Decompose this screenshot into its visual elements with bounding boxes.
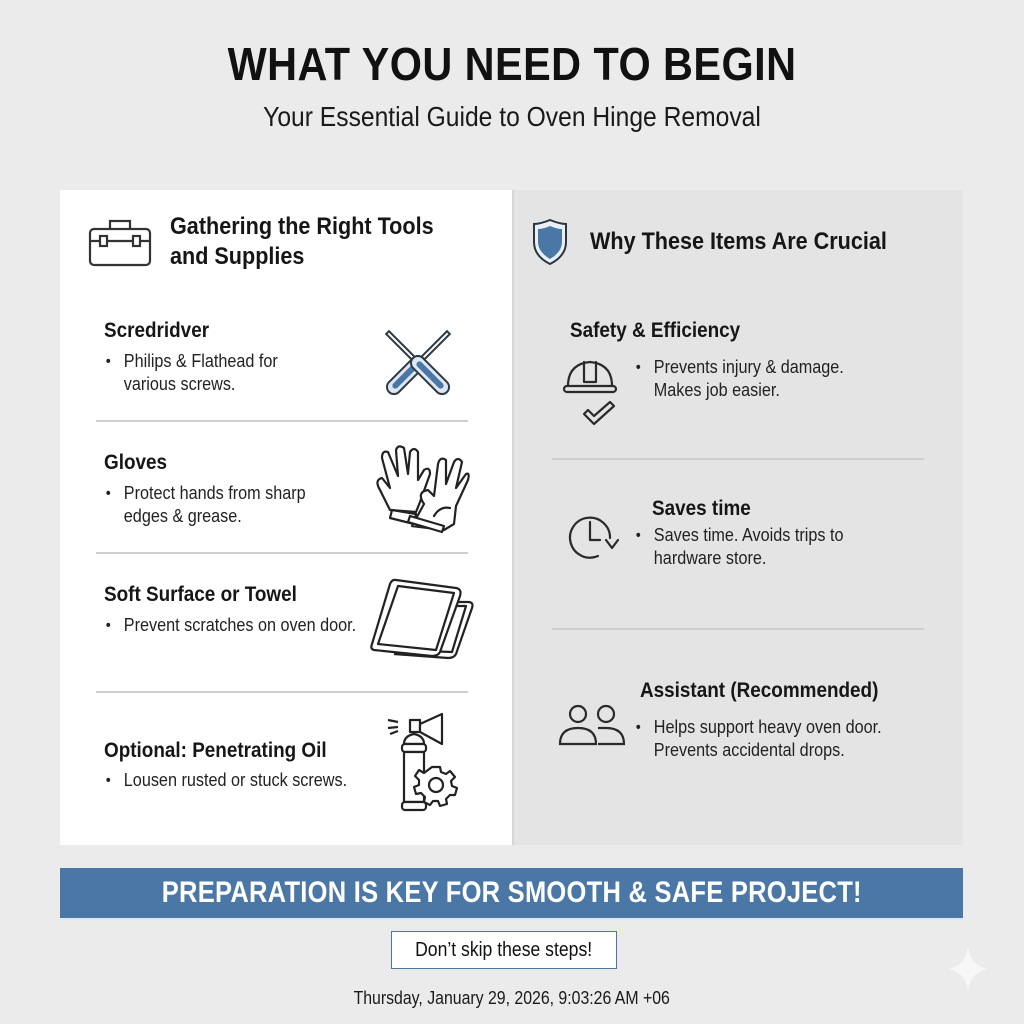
content-panel (60, 190, 963, 845)
clock-arrow-icon (564, 510, 624, 566)
page-title: WHAT YOU NEED TO BEGIN (227, 38, 797, 90)
page-subtitle: Your Essential Guide to Oven Hinge Removal (263, 101, 761, 132)
cta-label: Don’t skip these steps! (415, 938, 593, 961)
reasons-section-title: Why These Items Are Crucial (590, 228, 887, 255)
sparkle-icon (948, 946, 988, 992)
divider (96, 420, 468, 422)
preparation-banner (60, 868, 963, 920)
two-people-icon (558, 704, 628, 746)
tools-section-header (88, 212, 463, 272)
gloves-icon (368, 444, 470, 534)
divider (552, 458, 924, 460)
tools-column: Gathering the Right Tools and Supplies Scredridver • Philips & Flathead for various screws. Gloves • Protect hands from sharp edges & grease. Soft Surface or Towel • Prevent scratches on oven door. Optional: Penetrating Oil • Lousen rusted or stuck screws. (60, 190, 512, 845)
reasons-section-header (532, 218, 920, 266)
toolbox-icon (88, 217, 152, 267)
divider (552, 628, 924, 630)
spray-can-gear-icon (384, 712, 464, 814)
divider (96, 691, 468, 693)
divider (96, 552, 468, 554)
timestamp: Thursday, January 29, 2026, 9:03:26 AM +06 (353, 988, 671, 1008)
dont-skip-button[interactable] (391, 931, 617, 969)
shield-icon (532, 218, 568, 266)
hardhat-check-icon (562, 354, 618, 426)
screwdrivers-icon (370, 318, 466, 408)
banner-text: PREPARATION IS KEY FOR SMOOTH & SAFE PROJECT! (161, 876, 862, 909)
tools-section-title: Gathering the Right Tools and Supplies (170, 213, 434, 270)
reasons-column: Why These Items Are Crucial Safety & Efficiency • Prevents injury & damage. Makes job easier. Saves time • Saves time. Avoids trips to hardware store. Assistant (Recommended) • Helps support heavy oven door. Prevents accidental drops. (512, 190, 963, 845)
towel-icon (370, 574, 476, 660)
header (0, 36, 1024, 134)
